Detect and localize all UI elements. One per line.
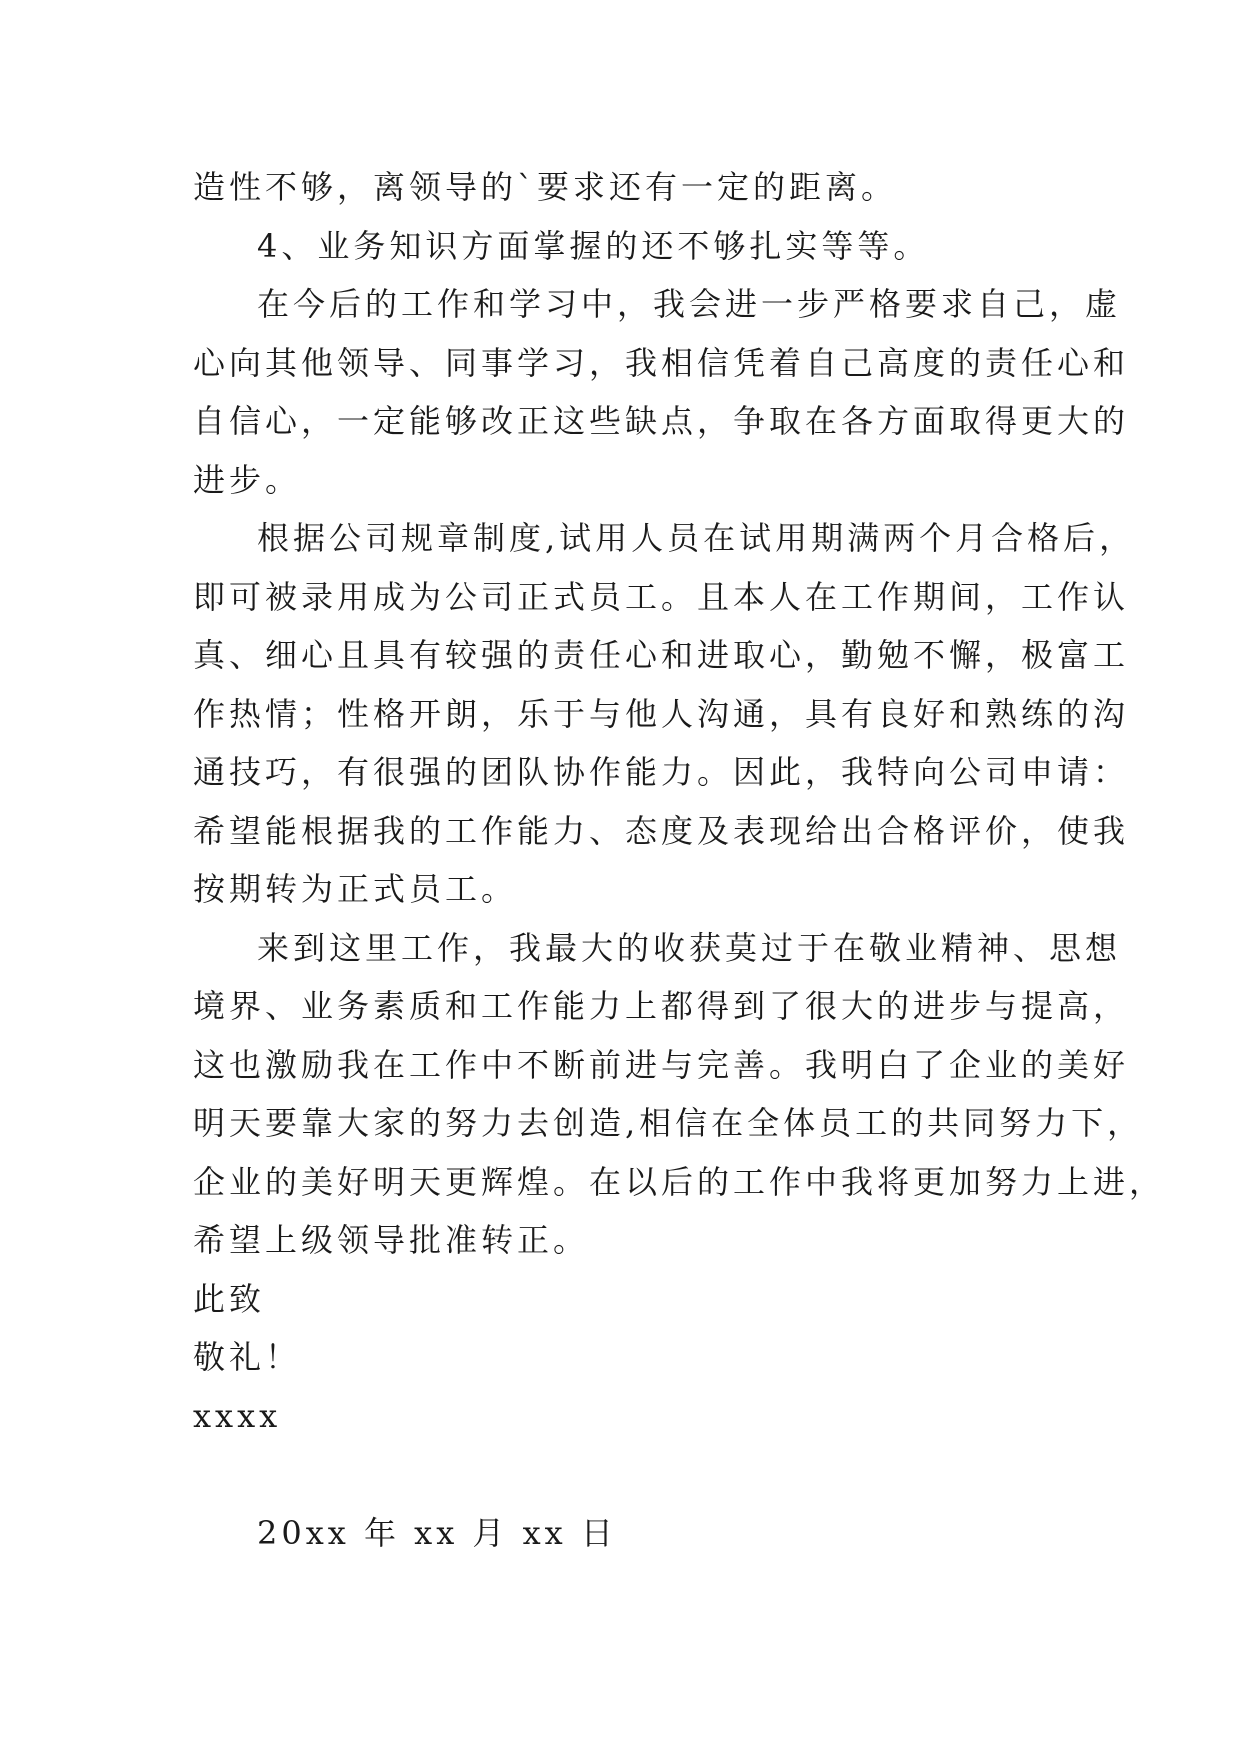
- text-line: 在今后的工作和学习中，我会进一步严格要求自己，虚: [257, 285, 1122, 323]
- text-line: 明天要靠大家的努力去创造,相信在全体员工的共同努力下，: [193, 1104, 1144, 1142]
- text-line: 造性不够，离领导的`要求还有一定的距离。: [193, 168, 898, 206]
- letter-body: [193, 158, 1166, 1562]
- text-line: 自信心，一定能够改正这些缺点，争取在各方面取得更大的: [193, 402, 1130, 440]
- text-line: 通技巧，有很强的团队协作能力。因此，我特向公司申请：: [193, 753, 1130, 791]
- text-line: 境界、业务素质和工作能力上都得到了很大的进步与提高，: [193, 987, 1130, 1025]
- salutation-line: 敬礼！: [193, 1338, 302, 1376]
- text-line: 即可被录用成为公司正式员工。且本人在工作期间，工作认: [193, 577, 1130, 616]
- blank-line: [193, 1445, 1061, 1504]
- text-line: 进步。: [193, 460, 302, 499]
- text-line: 希望上级领导批准转正。: [193, 1221, 590, 1259]
- closing-line: 此致: [193, 1279, 266, 1318]
- text-line: 企业的美好明天更辉煌。在以后的工作中我将更加努力上进，: [193, 1162, 1166, 1201]
- text-line: 真、细心且具有较强的责任心和进取心，勤勉不懈，极富工: [193, 636, 1130, 674]
- text-line: 作热情；性格开朗，乐于与他人沟通，具有良好和熟练的沟: [193, 694, 1130, 733]
- text-line: 根据公司规章制度,试用人员在试用期满两个月合格后，: [257, 519, 1136, 557]
- text-line: 心向其他领导、同事学习，我相信凭着自己高度的责任心和: [193, 343, 1130, 382]
- text-line: 按期转为正式员工。: [193, 870, 518, 908]
- text-line: 这也激励我在工作中不断前进与完善。我明白了企业的美好: [193, 1045, 1130, 1084]
- text-line: 希望能根据我的工作能力、态度及表现给出合格评价，使我: [193, 811, 1130, 850]
- signature-name: xxxx: [193, 1396, 282, 1435]
- text-line: 4、业务知识方面掌握的还不够扎实等等。: [257, 226, 930, 265]
- signature-date: 20xx 年 xx 月 xx 日: [257, 1513, 617, 1552]
- text-line: 来到这里工作，我最大的收获莫过于在敬业精神、思想: [257, 928, 1122, 967]
